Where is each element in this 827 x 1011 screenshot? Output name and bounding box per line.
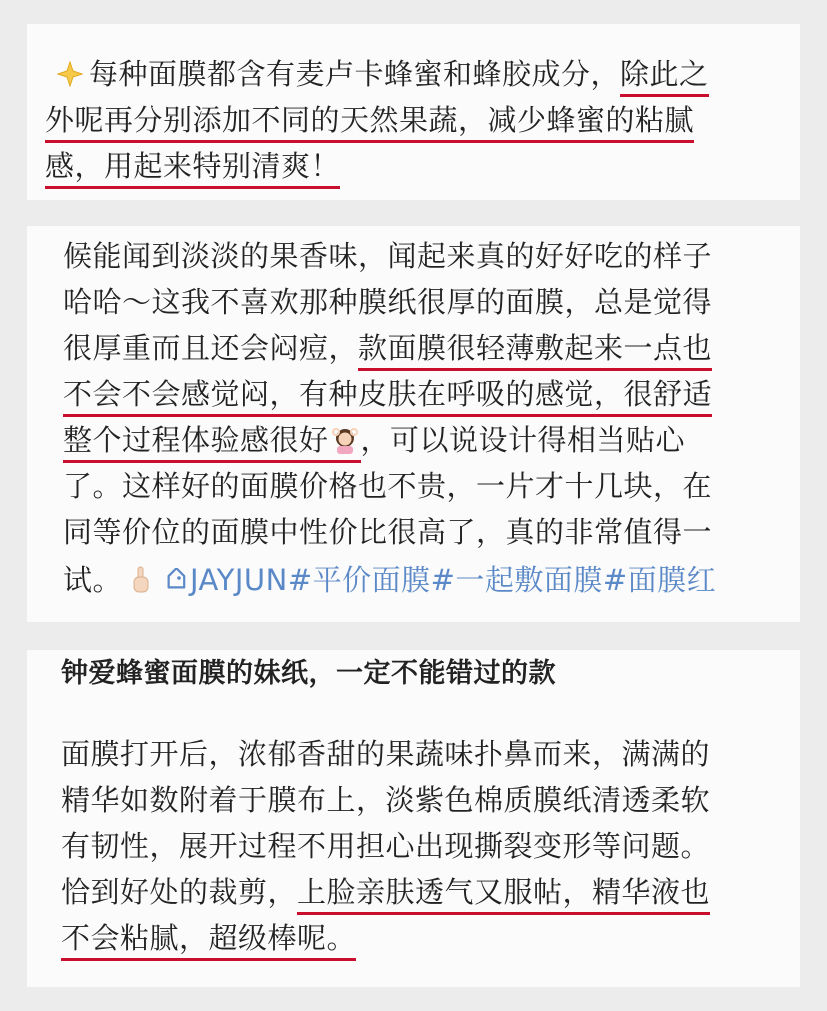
text-plain: 同等价位的面膜中性价比很高了，真的非常值得一 [63, 515, 713, 549]
text-plain: 很厚重而且还会闷痘， [63, 331, 359, 365]
tag-icon [162, 568, 188, 594]
text-plain: 试。 [63, 563, 123, 597]
paragraph-card-3 [27, 650, 800, 987]
text-line [63, 374, 712, 414]
section-heading: 钟爱蜂蜜面膜的妹纸，一定不能错过的款 [61, 658, 556, 689]
text-line [63, 282, 712, 322]
text-line [61, 826, 710, 866]
text-plain: 每种面膜都含有麦卢卡蜂蜜和蜂胶成分， [89, 57, 621, 91]
text-plain: 哈哈～这我不喜欢那种膜纸很厚的面膜，总是觉得 [63, 285, 713, 319]
paragraph-card-1 [27, 24, 800, 200]
text-plain: ，可以说设计得相当贴心 [360, 423, 686, 457]
text-plain: 候能闻到淡淡的果香味，闻起来真的好好吃的样子 [63, 239, 713, 273]
text-plain: 精华如数附着于膜布上，淡紫色棉质膜纸清透柔软 [61, 783, 711, 817]
underlined-text: 感，用起来特别清爽！ [45, 149, 340, 189]
underlined-text: 外呢再分别添加不同的天然果蔬，减少蜂蜜的粘腻 [45, 103, 694, 143]
underlined-text-content: 整个过程体验感很好 [63, 423, 329, 457]
text-line [63, 512, 712, 552]
text-line [63, 560, 716, 600]
underlined-text: 上脸亲肤透气又服帖，精华液也 [297, 875, 710, 915]
underlined-text [63, 423, 361, 463]
hashtag-text[interactable]: JAYJUN#平价面膜#一起敷面膜#面膜红 [190, 563, 717, 597]
hand-pointing-up-icon [130, 566, 152, 594]
hashtag-link[interactable] [162, 563, 716, 597]
text-line [57, 54, 709, 94]
underlined-text: 款面膜很轻薄敷起来一点也 [358, 331, 712, 371]
text-plain: 面膜打开后，浓郁香甜的果蔬味扑鼻而来，满满的 [61, 737, 711, 771]
text-line [61, 780, 710, 820]
text-line [45, 146, 340, 186]
underlined-text: 不会不会感觉闷，有种皮肤在呼吸的感觉，很舒适 [63, 377, 712, 417]
text-line [61, 918, 356, 958]
text-line [63, 236, 712, 276]
woman-gesturing-ok-emoji-icon [331, 426, 359, 454]
paragraph-card-2 [27, 226, 800, 622]
text-line [61, 734, 710, 774]
text-line [63, 328, 712, 368]
text-line [63, 420, 685, 460]
underlined-text: 除此之 [620, 57, 709, 97]
underlined-text: 不会粘腻，超级棒呢。 [61, 921, 356, 961]
text-plain: 了。这样好的面膜价格也不贵，一片才十几块，在 [63, 469, 713, 503]
sparkle-star-icon [57, 61, 83, 87]
text-plain: 有韧性，展开过程不用担心出现撕裂变形等问题。 [61, 829, 711, 863]
text-line [45, 100, 694, 140]
text-plain: 恰到好处的裁剪， [61, 875, 298, 909]
text-line [63, 466, 712, 506]
text-line [61, 872, 710, 912]
